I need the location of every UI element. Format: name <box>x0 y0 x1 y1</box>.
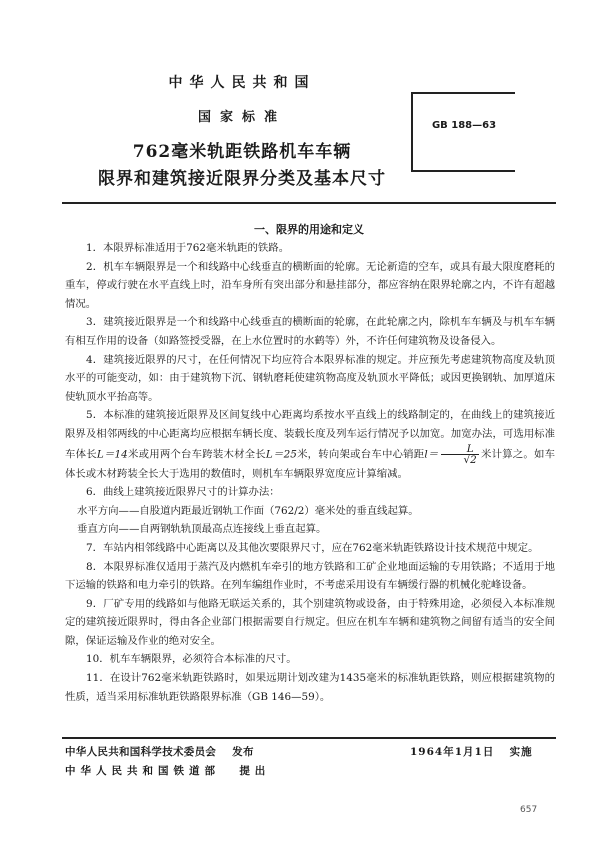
clause-11: 11．在设计762毫米轨距铁路时，如果远期计划改建为1435毫米的标准轨距铁路，则应根据建筑物的性质，适当采用标准轨距铁路限界标准（GB 146—59）。 <box>65 672 555 703</box>
formula-l-eq: l＝ <box>424 448 439 461</box>
title-line-2: 限界和建筑接近限界分类及基本尺寸 <box>98 169 386 189</box>
clause-9: 9．厂矿专用的线路如与他路无联运关系的，其个别建筑物或设备，由于特殊用途，必须侵入本标准规定的建筑接近限界时，得由各企业部门根据需要自行规定。但应在机车车辆和建筑物之间留有适当的安全间隙，保证运输及作业的绝对安全。 <box>65 597 555 647</box>
section-title: 一、限界的用途和定义 <box>254 223 364 236</box>
effective-line <box>410 744 533 759</box>
publisher-action: 发布 <box>232 746 254 758</box>
clause-5-part-1: 5．本标准的建筑接近限界及区间复线中心距离均系按水平直线上的线路制定的，在曲线上的建筑接近限界及相邻两线的中心距离均应根据车辆长度、装载长度及列车运行情况予以加宽。加宽办法，可选用标准车体长 <box>65 409 555 461</box>
effective-date: 1964年1月1日 <box>410 746 495 758</box>
clause-5 <box>65 406 555 483</box>
proposer-line <box>65 763 270 778</box>
country-name: 中华人民共和国 <box>168 75 316 91</box>
page-number: 657 <box>520 805 538 815</box>
clause-10: 10．机车车辆限界，必须符合本标准的尺寸。 <box>86 653 297 666</box>
publisher: 中华人民共和国科学技术委员会 <box>65 746 217 758</box>
formula-l2: L＝25 <box>265 448 297 461</box>
clause-7: 7．车站内相邻线路中心距离以及其他次要限界尺寸，应在762毫米轨距铁路设计技术规范中规定。 <box>86 541 539 554</box>
clause-2: 2．机车车辆限界是一个和线路中心线垂直的横断面的轮廓。无论新造的空车，或具有最大限度磨耗的重车，停或行驶在水平直线上时，沿车身所有突出部分和悬挂部分，都应容纳在限界轮廓之内，不许有超越情况。 <box>65 260 555 310</box>
publisher-line <box>65 744 254 759</box>
clause-8: 8．本限界标准仅适用于蒸汽及内燃机车牵引的地方铁路和工矿企业地面运输的专用铁路；不适用于地下运输的铁路和电力牵引的铁路。在列车编组作业时，不考虑采用设有车辆缓行器的机械化驼峰设备。 <box>65 560 555 592</box>
clause-1: 1．本限界标准适用于762毫米轨距的铁路。 <box>86 242 290 254</box>
calc-vertical: 垂直方向——自两钢轨轨顶最高点连接线上垂直起算。 <box>77 523 327 536</box>
clause-5-part-4: 米计算之。如车体长或木材跨装全长大于选用的数值时，则机车车辆限界宽度应计算缩减。 <box>65 448 556 480</box>
body-text <box>65 239 555 706</box>
standard-code-box <box>411 92 515 172</box>
proposer: 中华人民共和国铁道部 <box>65 765 220 777</box>
clause-6: 6．曲线上建筑接近限界尺寸的计算办法： <box>86 486 280 499</box>
footer-divider <box>62 737 556 739</box>
effective-label: 实施 <box>509 746 533 758</box>
formula-l1: L＝14 <box>96 448 128 461</box>
standard-code: GB 188—63 <box>431 120 497 131</box>
title-line-1: 762毫米轨距铁路机车车辆 <box>132 142 352 162</box>
standard-type: 国家标准 <box>197 110 286 125</box>
formula-fraction <box>441 444 479 465</box>
fraction-denominator: √2 <box>463 453 477 466</box>
clause-3: 3．建筑接近限界是一个和线路中心线垂直的横断面的轮廓，在此轮廓之内，除机车车辆及与机车车辆有相互作用的设备（如路签授受器，在上水位置时的水鹤等）外，不许任何建筑物及设备侵入。 <box>65 316 555 347</box>
header-divider <box>62 202 556 204</box>
clause-4: 4．建筑接近限界的尺寸，在任何情况下均应符合本限界标准的规定。并应预先考虑建筑物高度及轨顶水平的可能变动，如：由于建筑物下沉、钢轨磨耗使建筑物高度及轨顶水平降低；或因更换钢轨、加厚道床使轨顶水平抬高等。 <box>65 353 555 403</box>
calc-horizontal: 水平方向——自股道内距最近钢轨工作面（762/2）毫米处的垂直线起算。 <box>77 504 419 517</box>
clause-5-part-3: 米，转向架或台车中心销距 <box>296 448 425 461</box>
clause-5-part-2: 米或用两个台车跨装木材全长 <box>127 448 266 461</box>
proposer-action: 提出 <box>239 765 271 777</box>
fraction-numerator: L <box>441 444 479 455</box>
